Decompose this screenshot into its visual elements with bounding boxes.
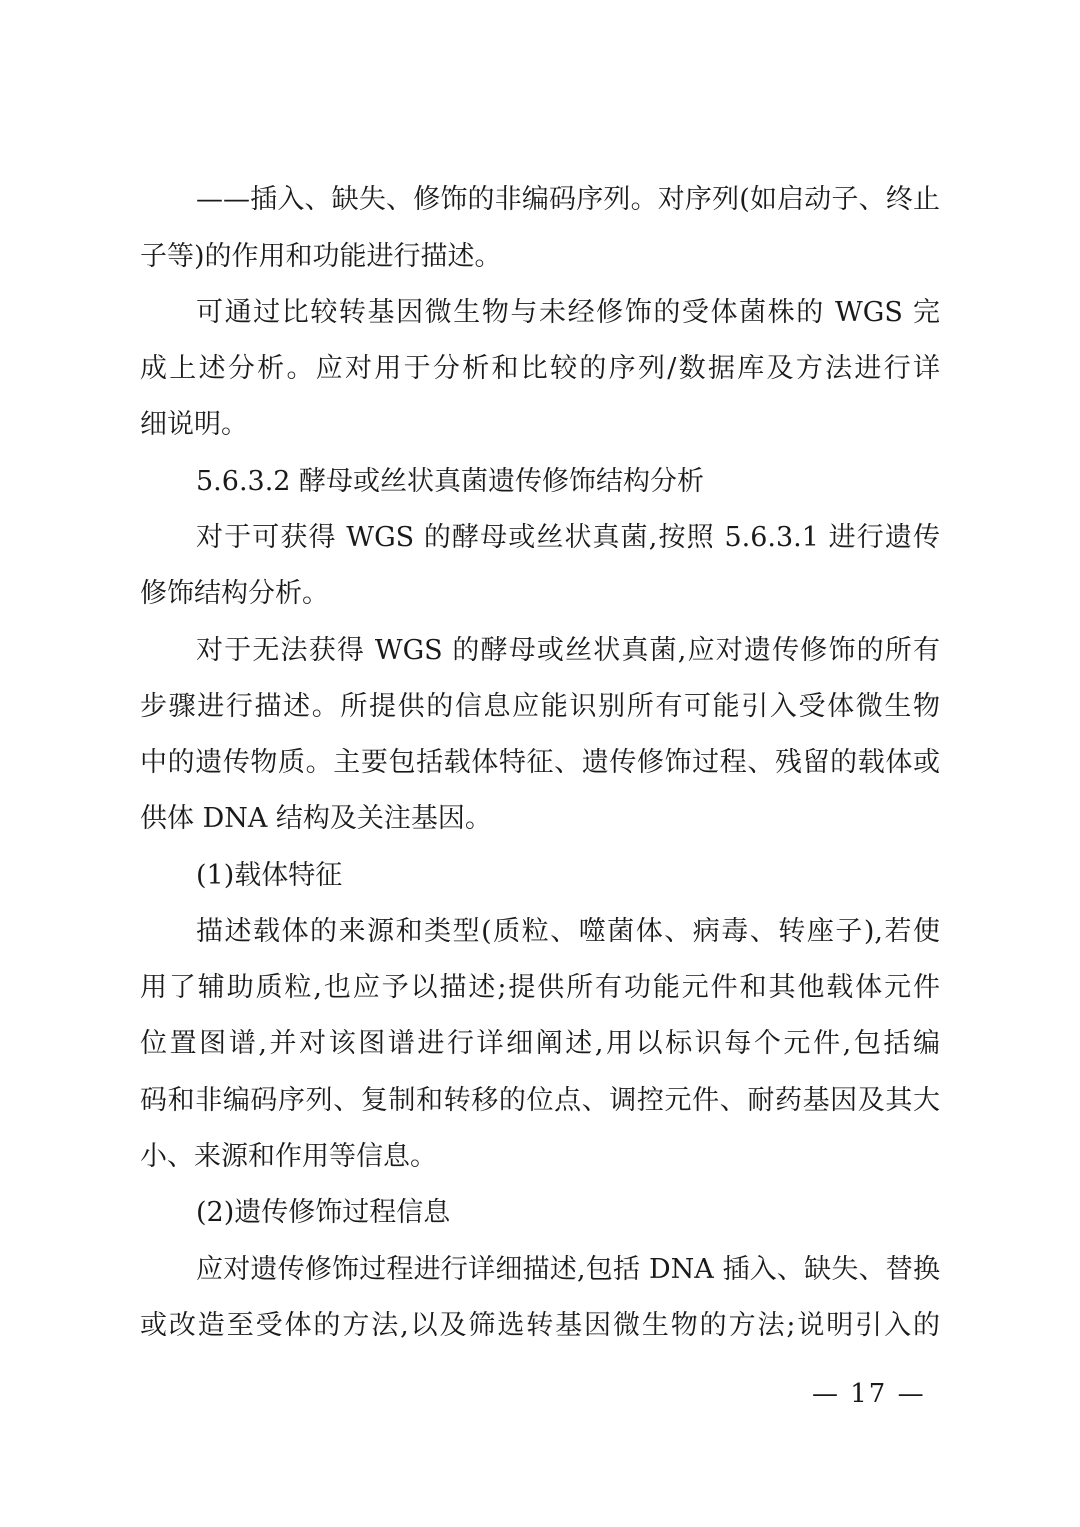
text-line: 对于可获得 WGS 的酵母或丝状真菌,按照 5.6.3.1 进行遗传 (196, 522, 940, 553)
text-line: 供体 DNA 结构及关注基因。 (140, 803, 492, 834)
text-line: 步骤进行描述。所提供的信息应能识别所有可能引入受体微生物 (140, 691, 940, 722)
text-line: 位置图谱,并对该图谱进行详细阐述,用以标识每个元件,包括编 (140, 1028, 940, 1059)
text-line: (1)载体特征 (196, 860, 343, 891)
text-line: 成上述分析。应对用于分析和比较的序列/数据库及方法进行详 (140, 353, 940, 384)
text-line: 修饰结构分析。 (140, 578, 329, 609)
text-line: 码和非编码序列、复制和转移的位点、调控元件、耐药基因及其大 (140, 1085, 940, 1116)
text-line: 或改造至受体的方法,以及筛选转基因微生物的方法;说明引入的 (140, 1310, 940, 1341)
text-line: 对于无法获得 WGS 的酵母或丝状真菌,应对遗传修饰的所有 (196, 635, 940, 666)
text-line: (2)遗传修饰过程信息 (196, 1197, 451, 1228)
text-line: 中的遗传物质。主要包括载体特征、遗传修饰过程、残留的载体或 (140, 747, 940, 778)
page-number: — 17 — (812, 1379, 926, 1409)
text-line: ——插入、缺失、修饰的非编码序列。对序列(如启动子、终止 (196, 184, 940, 215)
text-line: 小、来源和作用等信息。 (140, 1141, 437, 1172)
text-line: 5.6.3.2 酵母或丝状真菌遗传修饰结构分析 (196, 466, 705, 497)
text-line: 细说明。 (140, 409, 248, 440)
text-line: 子等)的作用和功能进行描述。 (140, 241, 502, 272)
text-line: 描述载体的来源和类型(质粒、噬菌体、病毒、转座子),若使 (196, 916, 940, 947)
text-line: 可通过比较转基因微生物与未经修饰的受体菌株的 WGS 完 (196, 297, 940, 328)
text-line: 应对遗传修饰过程进行详细描述,包括 DNA 插入、缺失、替换 (196, 1254, 940, 1285)
text-line: 用了辅助质粒,也应予以描述;提供所有功能元件和其他载体元件 (140, 972, 940, 1003)
